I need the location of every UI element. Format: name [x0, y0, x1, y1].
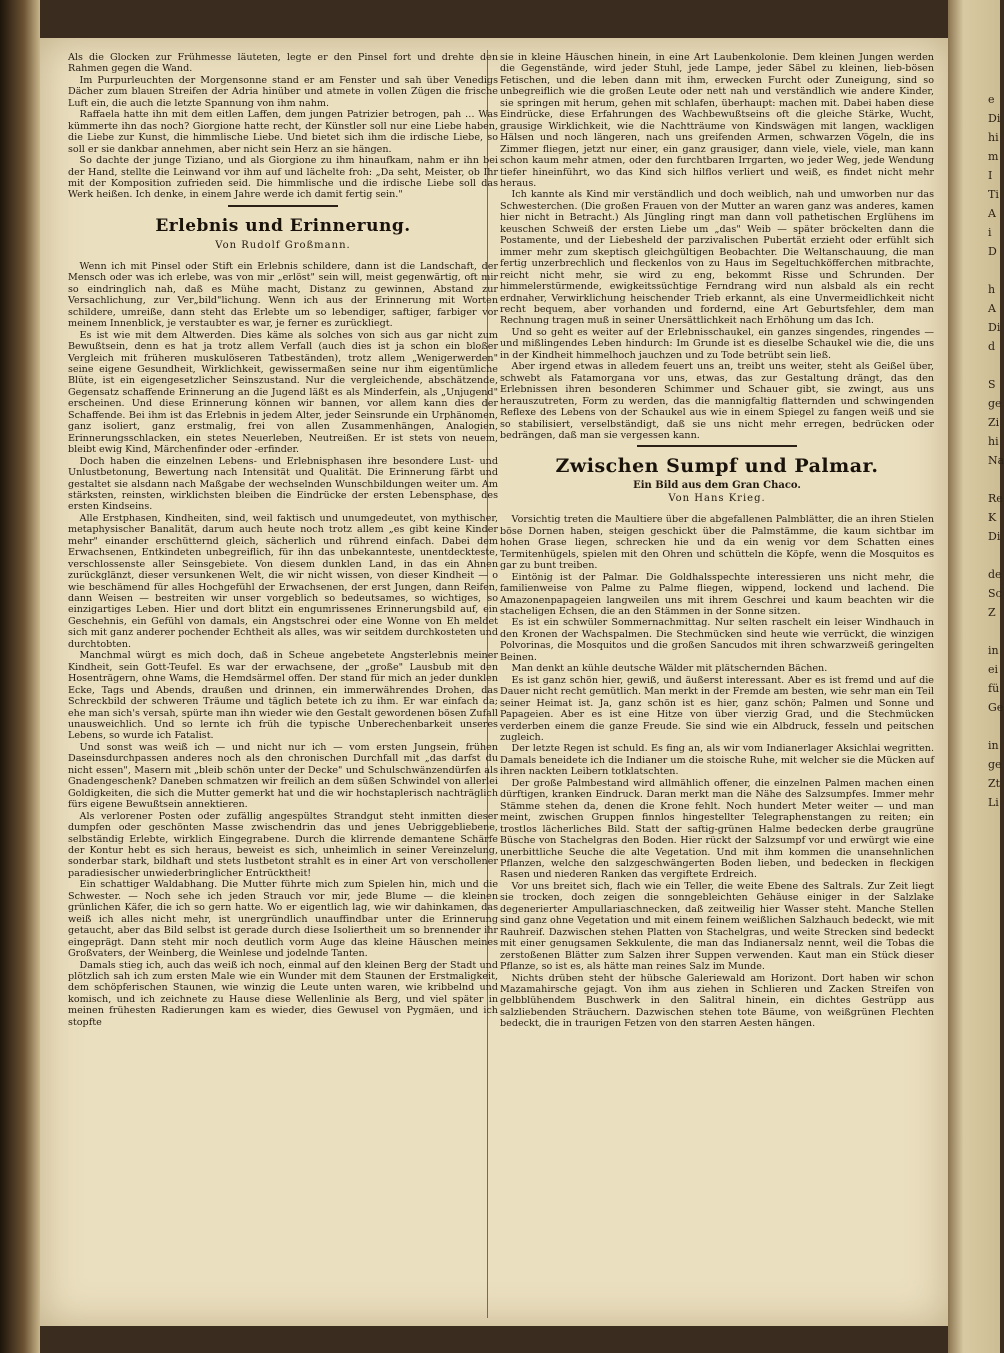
paragraph: Vorsichtig treten die Maultiere über die abgefallenen Palmblätter, die an ihren Stielen böse Dornen haben, steigen geschickt über die Palmstämme, die kaum sichtbar im hohen Grase liegen, schrecken hie und da ein wenig vor dem Schatten eines Termitenhügels, spielen mit den Ohren und schütteln die Köpfe, wenn die Mosquitos es gar zu bunt treiben.: [500, 514, 934, 572]
right-column: [500, 52, 934, 1030]
article-body: [68, 261, 498, 1028]
paragraph: Als die Glocken zur Frühmesse läuteten, legte er den Pinsel fort und drehte den Rahmen gegen die Wand.: [68, 52, 498, 75]
paragraph: So dachte der junge Tiziano, und als Giorgione zu ihm hinaufkam, nahm er ihn bei der Hand, stellte die Leinwand vor ihm auf und lächelte froh: „Da seht, Meister, ob Ihr mit der Komposition zufrieden seid. Die himmlische und die irdische Liebe soll das Werk heißen. Ich denke, in einem Jahre werde ich damit fertig sein.": [68, 155, 498, 201]
neighbor-page-fragments: e Di hi m I Ti A i D h A Di d S ge Zi hi Na Re K Di de Sc Z in ei fü Ge in ge Zt Li: [988, 93, 1004, 809]
article-title: Zwischen Sumpf und Palmar.: [555, 455, 879, 478]
article-body: [500, 514, 934, 1029]
paragraph: Doch haben die einzelnen Lebens- und Erlebnisphasen ihre besondere Lust- und Unlustbetonung, Bewertung nach Intensität und Qualität. Die Erinnerung färbt und gestaltet sie alsdann nach Maßgabe der wechselnden Wunschbildungen weiter um. Am stärksten, reinsten, wirklichsten bleiben die Eindrücke der ersten Lebensphase, des ersten Kindseins.: [68, 455, 498, 513]
paragraph: Ein schattiger Waldabhang. Die Mutter führte mich zum Spielen hin, mich und die Schwester. — Noch sehe ich jeden Strauch vor mir, jede Blume — die kleinen grünlichen Käfer, die ich so gern hatte. Wo er eigentlich lag, wie wir dahinkamen, das weiß ich alles nicht mehr, ist unergründlich unauffindbar unter die Erinnerung getaucht, aber das Bild selbst ist gerade durch diese Isoliertheit um so brennender ihr eingeprägt. Dann steht mir noch deutlich vorm Auge das kleine Häuschen meines Großvaters, der Weinberg, die Weinlese und jodelnde Tanten.: [68, 879, 498, 960]
paragraph: Alle Erstphasen, Kindheiten, sind, weil faktisch und unumgedeutet, von mythischer, metaphysischer Banalität, darum auch heute noch trotz allem „es gibt keine Kinder mehr" einander erschütternd gleich, sächerlich und rührend einfach. Dabei dem Erwachsenen, Entkindeten unbegreiflich, für ihn das unbekannteste, unentdeckteste, verschlossenste aller Seinsgebiete. Von diesem dunklen Land, in das ein Ahnen zurückglänzt, dieser versunkenen Welt, die wir nicht wissen, von dieser Kindheit — o wie beschämend für alles Hochgefühl der Erwachsenen, der erst Jungen, dann Reifen, dann Weisen — bestreiten wir unser vorgeblich so bedeutsames, so wichtiges, so einzigartiges Leben. Hier und dort blitzt ein engumrissenes Erinnerungsbild auf, ein Geschehnis, ein Gefühl von damals, ein Angstschrei oder eine Wonne von Eh meldet sich mit ganz anderer pochender Echtheit als alles, was wir seitdem durchkosteten und durchtobten.: [68, 512, 498, 650]
paragraph: Damals stieg ich, auch das weiß ich noch, einmal auf den kleinen Berg der Stadt und plötzlich sah ich zum ersten Male wie ein Wunder mit dem Staunen der Erstmaligkeit, dem schöpferischen Staunen, wie winzig die Leute unten waren, wie kribbelnd und komisch, und ich zeichnete zu Hause diese Wellenlinie als Berg, und viel später in meinen frühesten Radierungen kam es wieder, dies Gewusel von Pygmäen, und ich stopfte: [68, 959, 498, 1028]
paragraph: Eintönig ist der Palmar. Die Goldhalsspechte interessieren uns nicht mehr, die familienweise von Palme zu Palme fliegen, wippend, lockend und lachend. Die Amazonenpapageien langweilen uns mit ihrem Geschrei und kaum beachten wir die stacheligen Echsen, die an den Stämmen in der Sonne sitzen.: [500, 571, 934, 618]
paragraph: Und so geht es weiter auf der Erlebnisschaukel, ein ganzes singendes, ringendes — und mißlingendes Leben hindurch: Im Grunde ist es dieselbe Schaukel wie die, die uns in der Kindheit himmelhoch jauchzen und zu Tode betrübt sein ließ.: [500, 326, 934, 361]
article-title: Erlebnis und Erinnerung.: [155, 215, 411, 236]
article-subtitle: Ein Bild aus dem Gran Chaco.: [633, 480, 801, 492]
paragraph: Ich kannte als Kind mir verständlich und doch weiblich, nah und umworben nur das Schwesterchen. (Die großen Frauen von der Mutter an waren ganz was anderes, kamen hier nicht in Betracht.) Als Jüngling ringt man dann voll pathetischen Erglühens im keuschen Schweiß der ersten Liebe um „das" Weib — später bröckelten dann die Postamente, und der Liebesheld der parzivalischen Pubertät erzieht oder erfühlt sich immer mehr zum skeptisch gleichgültigen Beobachter. Die Weltanschauung, die man fertig unzerbrechlich und fleckenlos von zu Haus im Segeltuchköfferchen mitbrachte, reicht nicht mehr, sie wird zu eng, bekommt Risse und Schrunden. Der himmelerstürmende, ewigkeitssüchtige Ferndrang wird nun alsbald als ein recht erdnaher, Verwirklichung heischender Trieb erkannt, als eine Unvermeidlichkeit nicht recht bequem, aber vorhanden und fordernd, eine Art Geburtsfehler, dem man Rechnung tragen muß in seiner Unersättlichkeit nach Erhöhung um das Ich.: [500, 189, 934, 327]
left-column: [68, 52, 498, 1028]
binding-edge: [0, 0, 40, 1353]
paragraph: Raffaela hatte ihn mit dem eitlen Laffen, dem jungen Patrizier betrogen, pah … Was kümmerte ihn das noch? Giorgione hatte recht, der Künstler soll nur eine Liebe haben, die Liebe zur Kunst, die himmlische Liebe. Und bietet sich ihm die irdische Liebe, so soll er sie dankbar annehmen, aber nicht sein Herz an sie hängen.: [68, 109, 498, 155]
paragraph: Vor uns breitet sich, flach wie ein Teller, die weite Ebene des Saltrals. Zur Zeit liegt sie trocken, doch zeigen die sonngebleichten Gehäuse einiger in der Salzlake degenerierter Ampullariaschnecken, daß zeitweilig hier Wasser steht. Manche Stellen sind ganz ohne Vegetation und mit einem feinem weißlichen Salzhauch bedeckt, wie mit Rauhreif. Dazwischen stehen Platten von Stachelgras, und weite Strecken sind bedeckt mit einer genugsamen Sekkulente, die man das Indianersalz nennt, weil die Tobas die zerstoßenen Blätter zum Salzen ihrer Suppen verwenden. Kaut man ein Stück dieser Pflanze, so ist es, als hätte man reines Salz im Munde.: [500, 880, 934, 973]
paragraph: Wenn ich mit Pinsel oder Stift ein Erlebnis schildere, dann ist die Landschaft, der Mensch oder was ich erlebe, was von mir „erlöst" sein will, meist gegenwärtig, oft mir so eindringlich nah, daß es Mühe macht, Distanz zu gewinnen, Abstand zur Versachlichung, zur Ver„bild"lichung. Wenn ich aus der Erinnerung mit Worten schildere, umreiße, dann steht das Erlebte um so lebendiger, saftiger, farbiger vor meinem Innenblick, je verstaubter es war, je ferner es zurückliegt.: [68, 260, 498, 330]
paragraph: Es ist ganz schön hier, gewiß, und äußerst interessant. Aber es ist fremd und auf die Dauer nicht recht gemütlich. Man merkt in der Fremde am besten, wie sehr man ein Teil seiner Heimat ist. Ja, ganz schön ist es hier, ganz schön; Palmen und Sonne und Papageien. Aber es ist eine Hitze von über vierzig Grad, und die Stechmücken verderben einem die ganze Freude. Sie sind wie ein Albdruck, fesseln und peitschen zugleich.: [500, 674, 934, 744]
paragraph: Es ist ein schwüler Sommernachmittag. Nur selten raschelt ein leiser Windhauch in den Kronen der Wachspalmen. Die Stechmücken sind heute wie verrückt, die winzigen Polvorinas, die Mosquitos und die großen Sancudos mit ihren schwarzweiß geringelten Beinen.: [500, 617, 934, 663]
section-rule: [637, 445, 797, 447]
paragraph: sie in kleine Häuschen hinein, in eine Art Laubenkolonie. Dem kleinen Jungen werden die Gegenstände, wird jeder Stuhl, jede Lampe, jeder Säbel zu kleinen, lieb-bösen Fetischen, und die leben dann mit ihm, erwecken Furcht oder Zuneigung, sind so unbegreiflich wie die großen Leute oder nett nah und verständlich wie andere Kinder, sie springen mit herum, gehen mit schlafen, überhaupt: machen mit. Dabei haben diese Eindrücke, diese Erfahrungen des Wachbewußtseins oft die gleiche Stärke, Wucht, grausige Wirklichkeit, wie die Nachtträume von Kindswägen mit langen, wackligen Hälsen und noch längeren, nach uns greifenden Armen, schwarzen Vögeln, die ins Zimmer fliegen, jetzt nur einer, ein ganz grausiger, dann viele, viele, viele, man kann schon kaum mehr atmen, oder den furchtbaren Irrgarten, wo jeder Weg, jede Wendung tiefer hineinführt, wo das Kind sich hilflos verliert und weiß, es findet nicht mehr heraus.: [500, 52, 934, 189]
paragraph: Im Purpurleuchten der Morgensonne stand er am Fenster und sah über Venedigs Dächer zum blauen Streifen der Adria hinüber und atmete in vollen Zügen die frische Luft ein, die auch die letzte Spannung von ihm nahm.: [68, 74, 498, 109]
neighbor-page-edge: [948, 0, 1004, 1353]
article-continuation: [500, 52, 934, 441]
paragraph: Und sonst was weiß ich — und nicht nur ich — vom ersten Jungsein, frühen Daseinsdurchpassen anderes noch als den chronischen Durchfall mit „das darfst du nicht essen", Masern mit „bleib schön unter der Decke" und Schulschwänzendürfen als Gnadengeschenk? Daneben schmatzen wir freilich an dem süßen Schwindel von allerlei Goldigkeiten, die sich die Mutter gemerkt hat und die wir hochstaplerisch nachträglich fürs eigene Bewußtsein annektieren.: [68, 741, 498, 811]
paragraph: Aber irgend etwas in alledem feuert uns an, treibt uns weiter, steht als Geißel über, schwebt als Fatamorgana vor uns, etwas, das zur Gestaltung drängt, das den Erlebnissen ihren besonderen Schimmer und Schauer gibt, sie zwingt, aus uns herauszutreten, Form zu werden, das die mannigfaltig flatternden und schwingenden Reflexe des Lebens von der Schaukel aus wie in einem Spiegel zu fangen weiß und sie so stabilisiert, verselbständigt, daß sie uns nicht mehr erregen, bedrücken oder bedrängen, daß man sie vergessen kann.: [500, 361, 934, 441]
paragraph: Es ist wie mit dem Altwerden. Dies käme als solches von sich aus gar nicht zum Bewußtsein, denn es hat ja trotz allem Verfall (auch dies ist ja schon ein bloßer Vergleich mit früheren muskulöseren Tatbeständen), trotz allem „Wenigerwerden" seine eigene Gesundheit, Wirklichkeit, gewissermaßen seine nur ihm eigentümliche Blüte, ist ein eigengesetzlicher Seinszustand. Nur die vergleichende, abschätzende, Gegensatz schaffende Erinnerung an die Jugend läßt es als Minderfein, als „Unjugend" erscheinen. Und diese Erinnerung können wir bannen, vor allem kann dies der Schaffende. Bei ihm ist das Erlebnis in jedem Alter, jeder Seinsrunde ein Urphänomen, ganz isoliert, ganz erstmalig, frei von allen Zusammenhängen, Analogien, Erinnerungsschlacken, ein stetes Neuerleben, Neutreißen. Er ist stets von neuem, bleibt ewig Kind, Märchenfinder oder -erfinder.: [68, 329, 498, 456]
intro-continuation: [68, 52, 498, 201]
article-byline: Von Rudolf Großmann.: [215, 239, 351, 251]
paragraph: Der große Palmbestand wird allmählich offener, die einzelnen Palmen machen einen dürftigen, kranken Eindruck. Daran merkt man die Nähe des Salzsumpfes. Immer mehr Stämme stehen da, denen die Krone fehlt. Noch hundert Meter weiter — und man meint, zwischen Gruppen finnlos hingestellter Telegraphenstangen zu reiten; ein trostlos lächerliches Bild. Statt der saftig-grünen Halme bedecken derbe graugrüne Büsche von Stachelgras den Boden. Hier rückt der Salzsumpf vor und erwürgt wie eine unerbittliche Seuche die alte Vegetation. Und mit ihm kommen die unansehnlichen Pflanzen, welche den salzgeschwängerten Boden lieben, und bedecken in fleckigen Rasen und niederen Ranken das vergiftete Erdreich.: [500, 777, 934, 881]
paragraph: Als verlorener Posten oder zufällig angespültes Strandgut steht inmitten dieser dumpfen oder geschönten Masse zwischendrin das und jenes Uebriggebliebene, selbständig Erlebte, wirklich Eingegrabene. Durch die klirrende demantene Schärfe der Kontur hebt es sich heraus, beweist es sich, unheimlich in seiner Vereinzelung, sonderbar stark, bildhaft und stets lustbetont strahlt es in einer Art von verschollener paradiesischer unwiederbringlicher Entrücktheit!: [68, 810, 498, 879]
paragraph: Manchmal würgt es mich doch, daß in Scheue angebetete Angsterlebnis meiner Kindheit, sein Gott-Teufel. Es war der erwachsene, der „große" Lausbub mit den Hosenträgern, ohne Wams, die Hemdsärmel offen. Der stand für mich an jeder dunklen Ecke, Tags und Abends, draußen und drinnen, ein immerwährendes Drohen, das Schreckbild der schweren Träume und täglich betete ich zu ihm. Er war einfach da; ehe man sich's versah, spürte man ihn wieder wie den Gestalt gewordenen bösen Zufall unausweichlich. Und so lernte ich früh die typische Unberechenbarkeit unseres Lebens, so wurde ich Fatalist.: [68, 650, 498, 742]
article-byline: Von Hans Krieg.: [668, 493, 766, 505]
section-rule: [228, 205, 338, 207]
paragraph: Nichts drüben steht der hübsche Galeriewald am Horizont. Dort haben wir schon Mazamahirsche gejagt. Von ihm aus ziehen in Schlieren und Zacken Streifen von gelbblühendem Buschwerk in den Salitral hinein, ein dichtes Gestrüpp aus salzliebenden Sträuchern. Dazwischen stehen tote Bäume, von weißgrünen Flechten bedeckt, die in traurigen Fetzen von den starren Aesten hängen.: [500, 972, 934, 1030]
paragraph: Man denkt an kühle deutsche Wälder mit plätschernden Bächen.: [511, 663, 828, 675]
paragraph: Der letzte Regen ist schuld. Es fing an, als wir vom Indianerlager Aksichlai wegritten. Damals beneidete ich die Indianer um die stoische Ruhe, mit welcher sie die Mücken auf ihren nackten Leibern totklatschten.: [500, 743, 934, 778]
